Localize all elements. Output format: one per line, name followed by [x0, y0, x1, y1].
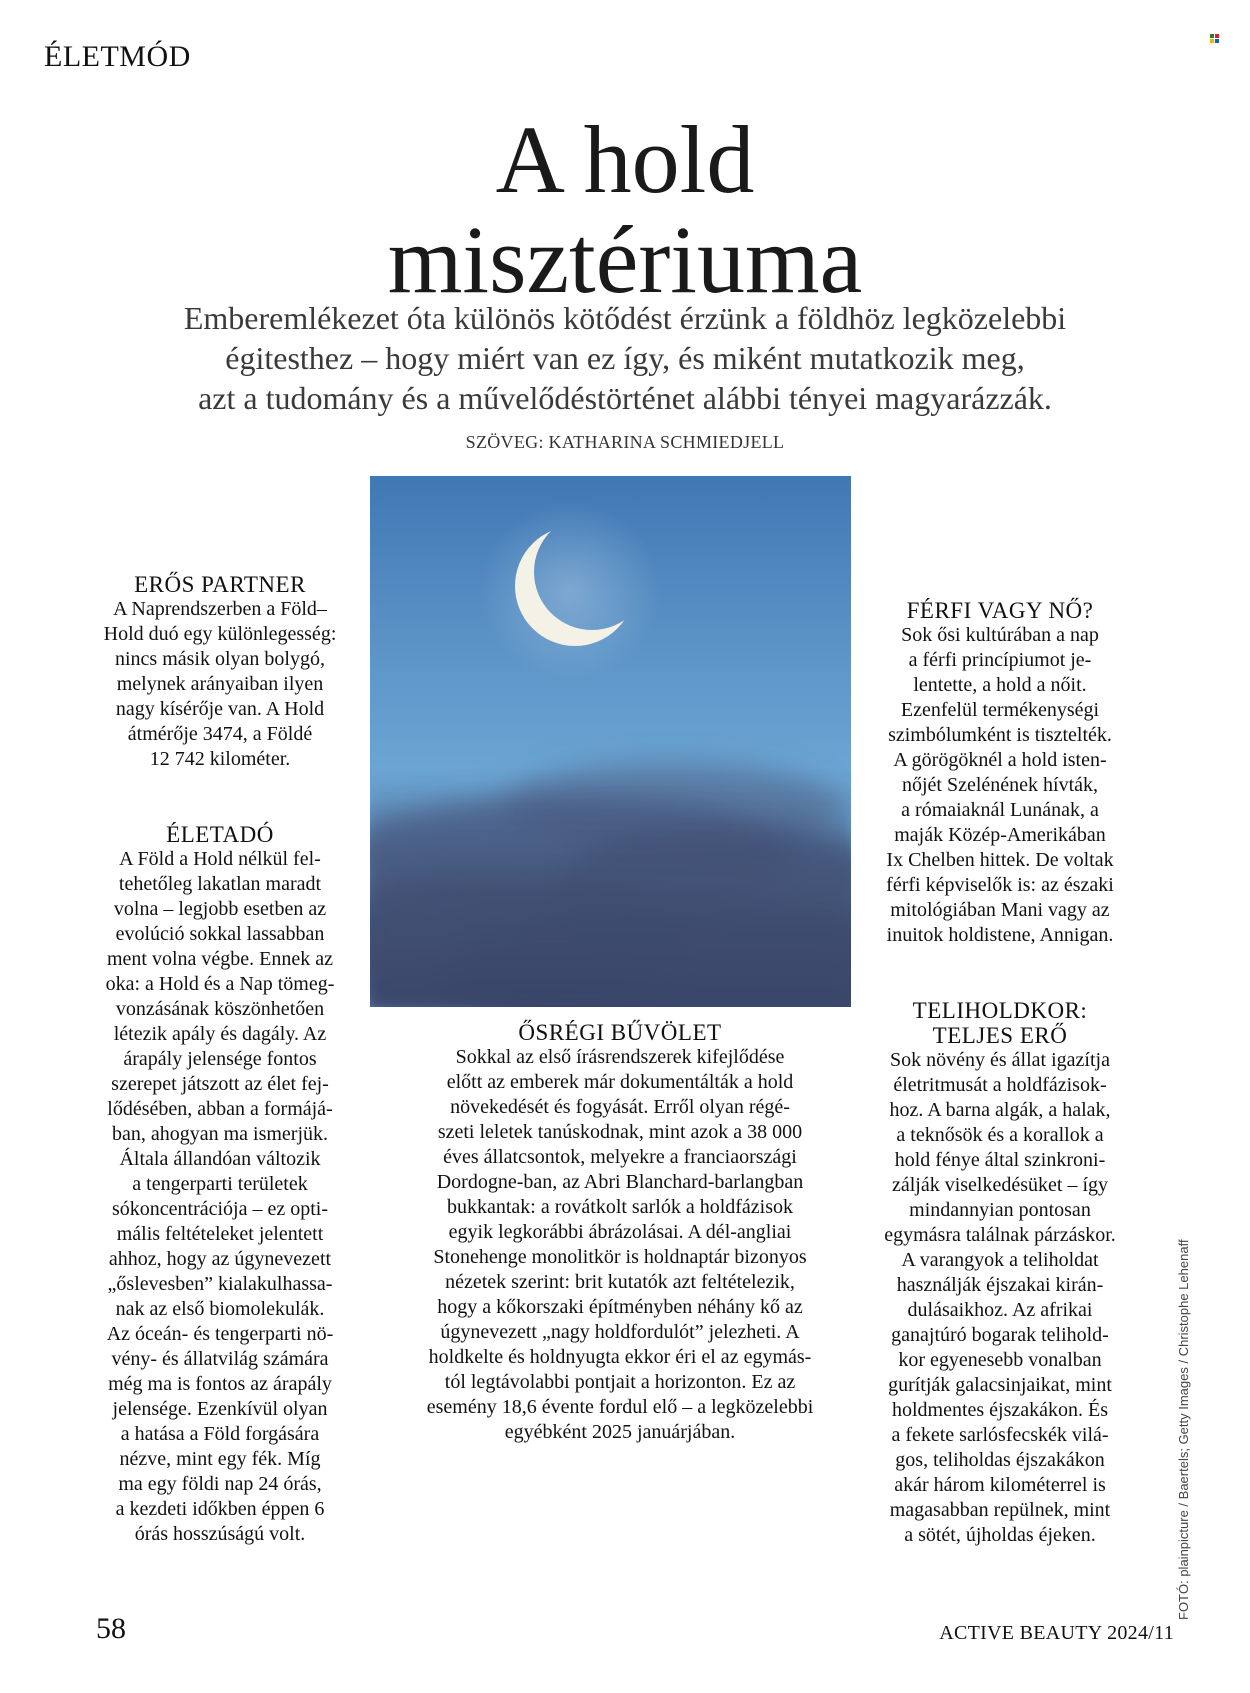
body-line: A Naprendszerben a Föld– — [113, 598, 327, 620]
color-square-green — [1210, 34, 1214, 38]
body-line: Általa állandóan változik — [119, 1148, 321, 1170]
section-body — [84, 597, 356, 772]
body-line: maják Közép-Amerikában — [894, 824, 1106, 846]
body-line: ma egy földi nap 24 órás, — [118, 1473, 322, 1495]
lede-line: azt a tudomány és a művelődéstörténet alábbi tényei magyarázzák. — [198, 380, 1052, 416]
color-square-yellow — [1210, 39, 1214, 43]
section-eros-partner — [84, 572, 356, 772]
body-line: nagy kísérője van. A Hold — [115, 698, 325, 720]
byline: SZÖVEG: KATHARINA SCHMIEDJELL — [465, 432, 785, 452]
heading-line: TELIHOLDKOR: — [912, 998, 1088, 1023]
body-line: Az óceán- és tengerparti nö- — [106, 1323, 334, 1345]
section-heading — [862, 998, 1138, 1048]
body-line: a tengerparti területek — [132, 1173, 308, 1195]
body-line: életritmusát a holdfázisok- — [893, 1074, 1107, 1096]
body-line: használják éjszakai kirán- — [896, 1274, 1104, 1296]
title-line: A hold — [495, 106, 755, 213]
body-line: jelensége. Ezenkívül olyan — [112, 1398, 328, 1420]
body-line: ganajtúró bogarak telihold- — [891, 1324, 1109, 1346]
body-line: magasabban repülnek, mint — [889, 1499, 1111, 1521]
body-line: vény- és állatvilág számára — [111, 1348, 329, 1370]
body-line: evolúció sokkal lassabban — [115, 923, 325, 945]
body-line: tehetőleg lakatlan maradt — [118, 873, 322, 895]
corner-color-mark — [1210, 34, 1222, 43]
body-line: még ma is fontos az árapály — [108, 1373, 332, 1395]
body-line: mindannyian pontosan — [909, 1199, 1091, 1221]
body-line: volna – legjobb esetben az — [113, 898, 327, 920]
body-line: holdkelte és holdnyugta ekkor éri el az egymás- — [428, 1346, 812, 1368]
body-line: A görögöknél a hold isten- — [893, 749, 1107, 771]
section-ferfi-vagy-no — [862, 598, 1138, 948]
body-line: hoz. A barna algák, a halak, — [889, 1099, 1111, 1121]
body-line: órás hosszúságú volt. — [134, 1523, 306, 1545]
body-line: Sokkal az első írásrendszerek kifejlődése — [455, 1046, 785, 1068]
body-line: Hold duó egy különlegesség: — [103, 623, 337, 645]
body-line: ment volna végbe. Ennek az — [106, 948, 334, 970]
body-line: előtt az emberek már dokumentálták a hold — [446, 1071, 794, 1093]
section-heading: ÉLETADÓ — [166, 822, 274, 847]
article-title — [0, 106, 1250, 313]
body-line: átmérője 3474, a Földé — [127, 723, 313, 745]
body-line: a sötét, újholdas éjeken. — [904, 1524, 1096, 1546]
body-line: nézve, mint egy fék. Míg — [119, 1448, 321, 1470]
body-line: Dordogne-ban, az Abri Blanchard-barlangban — [436, 1171, 804, 1193]
section-eletado — [84, 822, 356, 1547]
body-line: Stonehenge monolitkör is holdnaptár bizonyos — [433, 1246, 807, 1268]
body-line: a rómaiaknál Lunának, a — [901, 799, 1099, 821]
color-square-red — [1215, 34, 1219, 38]
body-line: férfi képviselők is: az északi — [886, 874, 1114, 896]
body-line: melynek arányaiban ilyen — [116, 673, 324, 695]
body-line: ban, ahogyan ma ismerjük. — [111, 1123, 329, 1145]
body-line: zálják viselkedésüket – így — [891, 1174, 1109, 1196]
photo-credit — [1176, 1239, 1198, 1620]
body-line: lentette, a hold a nőit. — [913, 674, 1087, 696]
body-line: tól legtávolabbi pontjait a horizonton. Ez az — [444, 1371, 796, 1393]
body-line: szerepet játszott az élet fej- — [111, 1073, 329, 1095]
body-line: növekedését és fogyását. Erről olyan régé- — [450, 1096, 790, 1118]
body-line: dulásaikhoz. Az afrikai — [907, 1299, 1093, 1321]
body-line: kor egyenesebb vonalban — [898, 1349, 1102, 1371]
body-line: 12 742 kilométer. — [149, 748, 291, 770]
heading-line: TELJES ERŐ — [932, 1023, 1068, 1048]
section-teliholdkor — [862, 998, 1138, 1548]
magazine-issue: ACTIVE BEAUTY 2024/11 — [939, 1622, 1174, 1644]
body-line: hold fénye által szinkroni- — [894, 1149, 1106, 1171]
moon-photo — [370, 476, 851, 1007]
body-line: A varangyok a teliholdat — [901, 1249, 1099, 1271]
body-line: oka: a Hold és a Nap tömeg- — [105, 973, 335, 995]
body-line: ahhoz, hogy az úgynevezett — [108, 1248, 332, 1270]
body-line: létezik apály és dagály. Az — [113, 1023, 327, 1045]
body-line: holdmentes éjszakákon. És — [891, 1399, 1109, 1421]
body-line: árapály jelensége fontos — [123, 1048, 317, 1070]
body-line: úgynevezett „nagy holdfordulót” jelezheti. A — [440, 1321, 800, 1343]
body-line: egyik legkorábbi ábrázolásai. A dél-angliai — [448, 1221, 792, 1243]
body-line: nézetek szerint: brit kutatók azt feltételezik, — [445, 1271, 795, 1293]
body-line: éves állatcsontok, melyekre a franciaországi — [443, 1146, 797, 1168]
lede-line: Emberemlékezet óta különös kötődést érzünk a földhöz legközelebbi — [183, 300, 1067, 336]
section-heading: ŐSRÉGI BŰVÖLET — [518, 1020, 722, 1045]
body-line: nincs másik olyan bolygó, — [115, 648, 325, 670]
photo-credit-text: FOTÓ: plainpicture / Baertels; Getty Images / Christophe Lehenaff — [1176, 1239, 1191, 1620]
body-line: szimbólumként is tisztelték. — [888, 724, 1112, 746]
body-line: hogy a kőkorszaki építményben néhány kő az — [437, 1296, 803, 1318]
body-line: bukkantak: a rovátkolt sarlók a holdfázisok — [446, 1196, 793, 1218]
body-line: Ezenfelül termékenységi — [900, 699, 1100, 721]
section-label: ÉLETMÓD — [44, 40, 191, 73]
section-body — [862, 1048, 1138, 1548]
body-line: vonzásának köszönhetően — [115, 998, 325, 1020]
lede-line: égitesthez – hogy miért van ez így, és miként mutatkozik meg, — [225, 340, 1025, 376]
body-line: egymásra találnak párzáskor. — [884, 1224, 1116, 1246]
section-body — [862, 623, 1138, 948]
body-line: a kezdeti időkben éppen 6 — [115, 1498, 325, 1520]
body-line: Sok növény és állat igazítja — [890, 1049, 1110, 1071]
body-line: mális feltételeket jelentett — [116, 1223, 324, 1245]
body-line: akár három kilométerrel is — [894, 1474, 1106, 1496]
body-line: szeti leletek tanúskodnak, mint azok a 38 000 — [437, 1121, 803, 1143]
body-line: gos, teliholdas éjszakákon — [895, 1449, 1105, 1471]
body-line: nőjét Szelénének hívták, — [901, 774, 1099, 796]
body-line: a férfi princípiumot je- — [908, 649, 1092, 671]
section-osregi-buvolet — [410, 1020, 830, 1445]
section-body — [410, 1045, 830, 1445]
body-line: esemény 18,6 évente fordul elő – a legközelebbi — [426, 1396, 814, 1418]
color-square-blue — [1215, 39, 1219, 43]
body-line: a hatása a Föld forgására — [120, 1423, 320, 1445]
body-line: a fekete sarlósfecskék vilá- — [891, 1424, 1109, 1446]
body-line: inuitok holdistene, Annigan. — [886, 924, 1114, 946]
section-body — [84, 847, 356, 1547]
body-line: Sok ősi kultúrában a nap — [901, 624, 1099, 646]
body-line: sókoncentrációja – ez opti- — [111, 1198, 329, 1220]
body-line: A Föld a Hold nélkül fel- — [119, 848, 321, 870]
article-lede — [100, 298, 1150, 418]
page-number: 58 — [96, 1612, 126, 1645]
body-line: gurítják galacsinjaikat, mint — [888, 1374, 1112, 1396]
crescent-moon-illustration — [370, 476, 851, 1007]
body-line: mitológiában Mani vagy az — [890, 899, 1110, 921]
body-line: lődésében, abban a formájá- — [107, 1098, 333, 1120]
body-line: egyébként 2025 januárjában. — [504, 1421, 736, 1443]
body-line: Ix Chelben hittek. De voltak — [886, 849, 1114, 871]
body-line: „őslevesben” kialakulhassa- — [107, 1273, 333, 1295]
section-heading: FÉRFI VAGY NŐ? — [906, 598, 1094, 623]
title-line: misztériuma — [387, 206, 863, 313]
body-line: a teknősök és a korallok a — [896, 1124, 1104, 1146]
body-line: nak az első biomolekulák. — [115, 1298, 325, 1320]
section-heading: ERŐS PARTNER — [134, 572, 306, 597]
